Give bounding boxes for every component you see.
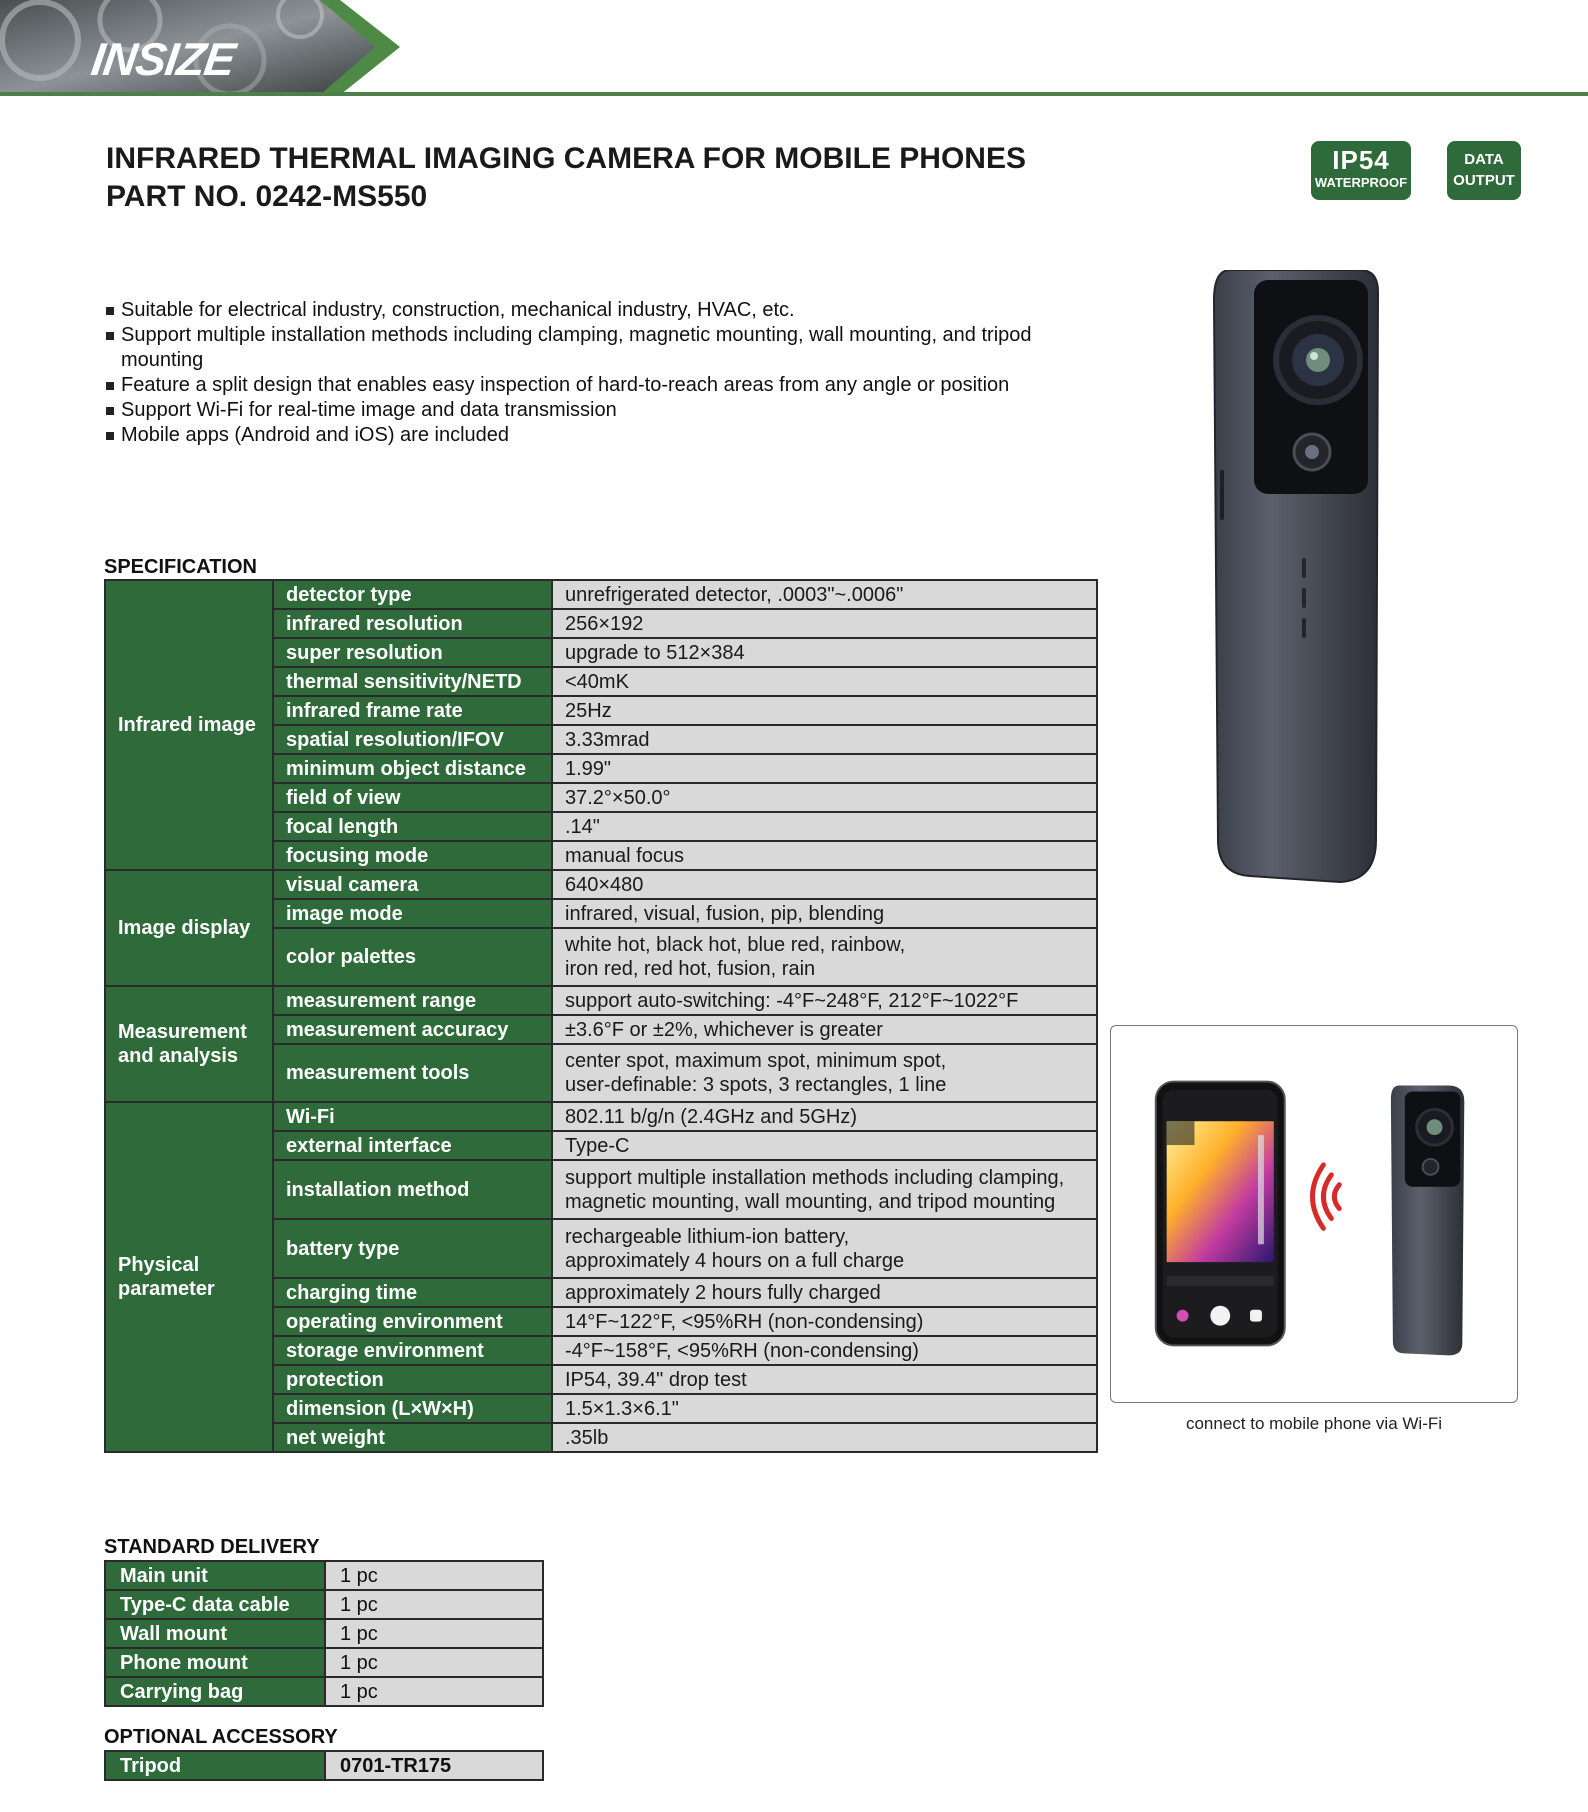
specification-heading: SPECIFICATION xyxy=(104,556,257,578)
spec-value: IP54, 39.4" drop test xyxy=(552,1365,1097,1394)
feature-item: Suitable for electrical industry, construction, mechanical industry, HVAC, etc. xyxy=(106,298,1066,323)
feature-item: Support Wi-Fi for real-time image and data transmission xyxy=(106,398,1066,423)
spec-key: operating environment xyxy=(273,1307,552,1336)
spec-value: 1.99" xyxy=(552,754,1097,783)
optional-accessory-table xyxy=(104,1750,544,1781)
spec-value xyxy=(552,1219,1097,1278)
spec-key: dimension (L×W×H) xyxy=(273,1394,552,1423)
delivery-qty: 1 pc xyxy=(325,1561,543,1590)
table-row xyxy=(105,1677,543,1706)
spec-key: focal length xyxy=(273,812,552,841)
spec-value-line: magnetic mounting, wall mounting, and tripod mounting xyxy=(565,1190,1056,1213)
spec-key: charging time xyxy=(273,1278,552,1307)
title-line-1: INFRARED THERMAL IMAGING CAMERA FOR MOBILE PHONES xyxy=(106,142,1026,175)
feature-item: Mobile apps (Android and iOS) are included xyxy=(106,423,1066,448)
spec-value: unrefrigerated detector, .0003"~.0006" xyxy=(552,580,1097,609)
spec-key: installation method xyxy=(273,1160,552,1219)
spec-key: measurement accuracy xyxy=(273,1015,552,1044)
spec-key: measurement range xyxy=(273,986,552,1015)
spec-value: .35lb xyxy=(552,1423,1097,1452)
table-row xyxy=(105,986,1097,1015)
page-title xyxy=(106,140,1026,216)
spec-value-line: support multiple installation methods including clamping, xyxy=(565,1166,1065,1189)
category-measurement xyxy=(105,986,273,1102)
delivery-qty: 1 pc xyxy=(325,1648,543,1677)
thermal-camera-product-image xyxy=(1210,270,1390,890)
insize-logo: INSIZE xyxy=(88,33,238,85)
category-image-display: Image display xyxy=(105,870,273,986)
spec-key: protection xyxy=(273,1365,552,1394)
spec-value: infrared, visual, fusion, pip, blending xyxy=(552,899,1097,928)
waterproof-label: WATERPROOF xyxy=(1314,175,1408,190)
spec-value-line: iron red, red hot, fusion, rain xyxy=(565,958,816,980)
spec-value xyxy=(552,928,1097,986)
specification-table xyxy=(104,579,1098,1453)
spec-value-line: white hot, black hot, blue red, rainbow, xyxy=(565,934,906,956)
phone-and-camera-graphic xyxy=(1111,1026,1516,1401)
delivery-item: Carrying bag xyxy=(105,1677,325,1706)
table-row xyxy=(105,1648,543,1677)
spec-value: 14°F~122°F, <95%RH (non-condensing) xyxy=(552,1307,1097,1336)
spec-value-line: user-definable: 3 spots, 3 rectangles, 1 line xyxy=(565,1074,947,1096)
output-label: OUTPUT xyxy=(1453,172,1515,189)
spec-value: 1.5×1.3×6.1" xyxy=(552,1394,1097,1423)
spec-value: 25Hz xyxy=(552,696,1097,725)
spec-key: external interface xyxy=(273,1131,552,1160)
optional-accessory-heading: OPTIONAL ACCESSORY xyxy=(104,1726,338,1748)
delivery-item: Phone mount xyxy=(105,1648,325,1677)
delivery-qty: 1 pc xyxy=(325,1619,543,1648)
category-infrared-image: Infrared image xyxy=(105,580,273,870)
spec-value-line: approximately 4 hours on a full charge xyxy=(565,1249,905,1272)
spec-value: 802.11 b/g/n (2.4GHz and 5GHz) xyxy=(552,1102,1097,1131)
accessory-item: Tripod xyxy=(105,1751,325,1780)
feature-list xyxy=(106,298,1066,448)
spec-key: minimum object distance xyxy=(273,754,552,783)
spec-key: color palettes xyxy=(273,928,552,986)
spec-key: storage environment xyxy=(273,1336,552,1365)
delivery-qty: 1 pc xyxy=(325,1677,543,1706)
part-number: PART NO. 0242-MS550 xyxy=(106,180,428,213)
spec-value-line: center spot, maximum spot, minimum spot, xyxy=(565,1050,947,1072)
spec-key: super resolution xyxy=(273,638,552,667)
spec-key: infrared resolution xyxy=(273,609,552,638)
category-physical-parameter xyxy=(105,1102,273,1452)
spec-key: detector type xyxy=(273,580,552,609)
category-line: Physical xyxy=(118,1254,200,1276)
category-line: parameter xyxy=(118,1278,215,1300)
spec-value: .14" xyxy=(552,812,1097,841)
table-row xyxy=(105,1102,1097,1131)
spec-value: upgrade to 512×384 xyxy=(552,638,1097,667)
spec-key: infrared frame rate xyxy=(273,696,552,725)
spec-value: 640×480 xyxy=(552,870,1097,899)
spec-key: thermal sensitivity/NETD xyxy=(273,667,552,696)
spec-key: Wi-Fi xyxy=(273,1102,552,1131)
accessory-code: 0701-TR175 xyxy=(325,1751,543,1780)
spec-value: <40mK xyxy=(552,667,1097,696)
table-row xyxy=(105,580,1097,609)
table-row xyxy=(105,870,1097,899)
delivery-item: Type-C data cable xyxy=(105,1590,325,1619)
standard-delivery-heading: STANDARD DELIVERY xyxy=(104,1536,320,1558)
spec-key: net weight xyxy=(273,1423,552,1452)
spec-key: measurement tools xyxy=(273,1044,552,1102)
spec-key: field of view xyxy=(273,783,552,812)
spec-value: 37.2°×50.0° xyxy=(552,783,1097,812)
delivery-qty: 1 pc xyxy=(325,1590,543,1619)
data-label: DATA xyxy=(1464,151,1504,168)
table-row xyxy=(105,1751,543,1780)
spec-value: 256×192 xyxy=(552,609,1097,638)
spec-value: ±3.6°F or ±2%, whichever is greater xyxy=(552,1015,1097,1044)
spec-value: Type-C xyxy=(552,1131,1097,1160)
feature-item: Support multiple installation methods including clamping, magnetic mounting, wall mounting, and tripod mounting xyxy=(106,323,1066,373)
spec-key: spatial resolution/IFOV xyxy=(273,725,552,754)
spec-value xyxy=(552,1044,1097,1102)
spec-value: manual focus xyxy=(552,841,1097,870)
ip54-badge xyxy=(1311,141,1411,200)
spec-value: support auto-switching: -4°F~248°F, 212°F~1022°F xyxy=(552,986,1097,1015)
category-line: Measurement xyxy=(118,1021,247,1043)
spec-value: -4°F~158°F, <95%RH (non-condensing) xyxy=(552,1336,1097,1365)
feature-item: Feature a split design that enables easy inspection of hard-to-reach areas from any angle or position xyxy=(106,373,1066,398)
table-row xyxy=(105,1619,543,1648)
spec-key: battery type xyxy=(273,1219,552,1278)
category-line: and analysis xyxy=(118,1045,239,1067)
spec-key: image mode xyxy=(273,899,552,928)
header-divider xyxy=(0,92,1588,96)
wifi-connection-illustration xyxy=(1110,1025,1518,1403)
delivery-item: Main unit xyxy=(105,1561,325,1590)
spec-value: approximately 2 hours fully charged xyxy=(552,1278,1097,1307)
spec-key: visual camera xyxy=(273,870,552,899)
ip54-label: IP54 xyxy=(1332,145,1390,175)
wifi-caption: connect to mobile phone via Wi-Fi xyxy=(1185,1414,1443,1433)
delivery-item: Wall mount xyxy=(105,1619,325,1648)
table-row xyxy=(105,1561,543,1590)
table-row xyxy=(105,1590,543,1619)
spec-value: 3.33mrad xyxy=(552,725,1097,754)
standard-delivery-table xyxy=(104,1560,544,1707)
spec-value xyxy=(552,1160,1097,1219)
spec-value-line: rechargeable lithium-ion battery, xyxy=(565,1225,850,1248)
data-output-badge xyxy=(1447,141,1521,200)
page-header xyxy=(0,0,1588,98)
spec-key: focusing mode xyxy=(273,841,552,870)
